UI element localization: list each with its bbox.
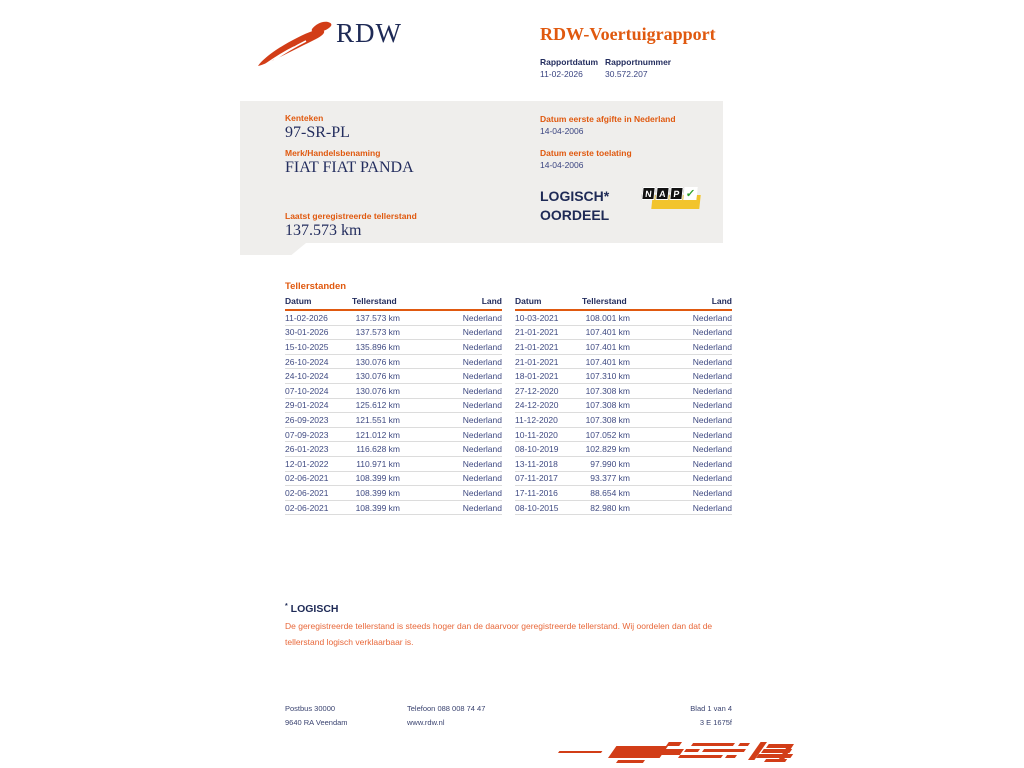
tellerstanden-section [285,281,732,515]
oordeel-line2: OORDEEL [540,206,610,223]
cell-land: Nederland [692,487,732,498]
eerste-toelating-label: Datum eerste toelating [540,148,632,158]
nap-letter-n: N [641,187,655,200]
cell-tellerstand: 93.377 km [590,473,630,484]
footer-contact [407,702,690,730]
col-header-tellerstand: Tellerstand [352,296,397,306]
table-row [515,442,732,457]
rdw-eagle-logo-icon [256,20,336,68]
kenteken-value: 97-SR-PL [285,124,350,141]
cell-land: Nederland [462,385,502,396]
oordeel-verdict [540,187,609,224]
cell-tellerstand: 107.310 km [585,371,630,382]
table-body-left [285,311,502,515]
cell-land: Nederland [692,341,732,352]
merk-value: FIAT FIAT PANDA [285,159,414,176]
report-number-label: Rapportnummer [605,57,672,67]
cell-tellerstand: 121.012 km [355,429,400,440]
cell-land: Nederland [462,312,502,323]
merk-label: Merk/Handelsbenaming [285,148,381,158]
cell-tellerstand: 130.076 km [355,371,400,382]
vehicle-summary-panel [240,101,723,243]
cell-land: Nederland [462,458,502,469]
cell-tellerstand: 108.399 km [355,473,400,484]
table-row [285,472,502,487]
cell-tellerstand: 108.001 km [585,312,630,323]
table-row [285,355,502,370]
tellerstanden-heading: Tellerstanden [285,281,347,292]
cell-tellerstand: 135.896 km [355,341,400,352]
cell-land: Nederland [462,414,502,425]
table-row [285,413,502,428]
cell-land: Nederland [692,458,732,469]
cell-datum: 21-01-2021 [515,327,559,338]
cell-land: Nederland [692,444,732,455]
cell-tellerstand: 107.308 km [585,414,630,425]
table-row [285,428,502,443]
table-row [515,457,732,472]
table-row [285,384,502,399]
table-header [515,296,732,311]
cell-datum: 26-10-2024 [285,356,329,367]
table-row [515,472,732,487]
cell-land: Nederland [462,502,502,513]
report-number-value: 30.572.207 [605,69,648,79]
footer-address [285,702,407,730]
table-row [515,326,732,341]
cell-datum: 26-01-2023 [285,444,329,455]
cell-datum: 24-10-2024 [285,371,329,382]
cell-tellerstand: 107.308 km [585,385,630,396]
rdw-logo-text: RDW [336,18,402,48]
speed-stripes-graphic [556,736,794,767]
cell-land: Nederland [692,356,732,367]
footnote-line: De geregistreerde tellerstand is steeds hoger dan de daarvoor geregistreerde tellerstand. Wij oordelen dan dat de [285,621,713,631]
cell-datum: 11-02-2026 [285,312,328,323]
cell-datum: 11-12-2020 [515,414,558,425]
cell-datum: 02-06-2021 [285,502,329,513]
cell-tellerstand: 102.829 km [585,444,630,455]
nap-logo [642,183,704,213]
cell-datum: 13-11-2018 [515,458,558,469]
eerste-afgifte-label: Datum eerste afgifte in Nederland [540,114,676,124]
cell-datum: 08-10-2019 [515,444,559,455]
table-row [515,399,732,414]
laatste-tellerstand-value: 137.573 km [285,222,362,239]
cell-datum: 08-10-2015 [515,502,559,513]
footer-page-number: Blad 1 van 4 [690,704,732,713]
cell-tellerstand: 137.573 km [355,312,400,323]
cell-datum: 30-01-2026 [285,327,329,338]
report-date-value: 11-02-2026 [540,69,583,79]
table-row [515,355,732,370]
cell-tellerstand: 125.612 km [355,400,400,411]
cell-tellerstand: 137.573 km [355,327,400,338]
footnote-line: tellerstand logisch verklaarbaar is. [285,637,414,647]
cell-datum: 24-12-2020 [515,400,559,411]
oordeel-line1: LOGISCH* [540,188,610,204]
footer-page-info [690,702,732,730]
table-row [285,369,502,384]
cell-tellerstand: 108.399 km [355,487,400,498]
cell-datum: 07-11-2017 [515,473,558,484]
table-header [285,296,502,311]
cell-datum: 26-09-2023 [285,414,329,425]
cell-datum: 07-09-2023 [285,429,329,440]
table-row [515,311,732,326]
nap-letter-p: P [669,187,683,200]
table-row [515,428,732,443]
table-row [515,369,732,384]
footer-doc-code: 3 E 1675f [699,718,732,727]
col-header-tellerstand: Tellerstand [582,296,627,306]
cell-tellerstand: 107.308 km [585,400,630,411]
col-header-datum: Datum [515,296,542,306]
footer-city: 9640 RA Veendam [285,718,348,727]
cell-datum: 17-11-2016 [515,487,558,498]
page-footer [285,702,732,730]
table-row [285,399,502,414]
table-row [285,486,502,501]
report-date-label: Rapportdatum [540,57,599,67]
table-row [515,501,732,516]
cell-tellerstand: 82.980 km [590,502,630,513]
table-row [285,311,502,326]
cell-land: Nederland [462,444,502,455]
table-row [515,384,732,399]
cell-tellerstand: 130.076 km [355,356,400,367]
cell-land: Nederland [692,327,732,338]
table-row [515,413,732,428]
col-header-land: Land [711,296,732,306]
cell-datum: 10-11-2020 [515,429,558,440]
col-header-datum: Datum [285,296,312,306]
cell-land: Nederland [692,414,732,425]
table-row [515,486,732,501]
table-row [515,340,732,355]
col-header-land: Land [481,296,502,306]
cell-tellerstand: 107.052 km [585,429,630,440]
cell-datum: 27-12-2020 [515,385,559,396]
laatste-tellerstand-label: Laatst geregistreerde tellerstand [285,211,417,221]
logisch-footnote [285,603,740,650]
cell-datum: 21-01-2021 [515,341,559,352]
cell-land: Nederland [462,400,502,411]
cell-datum: 15-10-2025 [285,341,329,352]
table-row [285,340,502,355]
cell-tellerstand: 110.971 km [356,458,400,469]
eerste-toelating-value: 14-04-2006 [540,160,584,170]
cell-tellerstand: 97.990 km [590,458,630,469]
cell-tellerstand: 107.401 km [585,327,630,338]
table-row [285,326,502,341]
table-body-right [515,311,732,515]
cell-land: Nederland [462,473,502,484]
cell-tellerstand: 107.401 km [585,356,630,367]
cell-land: Nederland [462,356,502,367]
cell-datum: 02-06-2021 [285,487,329,498]
cell-datum: 21-01-2021 [515,356,559,367]
page-title: RDW-Voertuigrapport [540,24,716,44]
cell-tellerstand: 116.628 km [356,444,400,455]
cell-land: Nederland [692,429,732,440]
cell-land: Nederland [462,429,502,440]
table-row [285,457,502,472]
cell-datum: 12-01-2022 [285,458,329,469]
cell-tellerstand: 88.654 km [590,487,630,498]
cell-tellerstand: 130.076 km [355,385,400,396]
cell-land: Nederland [462,371,502,382]
nap-checkmark-icon: ✓ [685,188,696,200]
cell-tellerstand: 121.551 km [355,414,400,425]
table-row [285,501,502,516]
cell-datum: 10-03-2021 [515,312,559,323]
cell-datum: 29-01-2024 [285,400,329,411]
cell-datum: 02-06-2021 [285,473,329,484]
footnote-asterisk: * [285,603,288,610]
cell-datum: 07-10-2024 [285,385,329,396]
eerste-afgifte-value: 14-04-2006 [540,126,584,136]
footer-phone: Telefoon 088 008 74 47 [407,704,486,713]
cell-land: Nederland [692,385,732,396]
footnote-body [285,618,740,650]
cell-land: Nederland [692,400,732,411]
kenteken-label: Kenteken [285,113,324,123]
footnote-heading [285,603,740,615]
nap-letter-a: A [655,187,669,200]
cell-land: Nederland [462,487,502,498]
footnote-heading-text: LOGISCH [290,603,339,615]
tellerstanden-table-right [515,296,732,515]
cell-tellerstand: 107.401 km [585,341,630,352]
cell-land: Nederland [692,312,732,323]
footer-postbus: Postbus 30000 [285,704,336,713]
cell-land: Nederland [462,341,502,352]
table-row [285,442,502,457]
footer-website-link[interactable]: www.rdw.nl [407,718,445,727]
cell-land: Nederland [692,473,732,484]
tellerstanden-table-left [285,296,502,515]
cell-land: Nederland [692,502,732,513]
cell-datum: 18-01-2021 [515,371,559,382]
cell-tellerstand: 108.399 km [355,502,400,513]
cell-land: Nederland [692,371,732,382]
cell-land: Nederland [462,327,502,338]
